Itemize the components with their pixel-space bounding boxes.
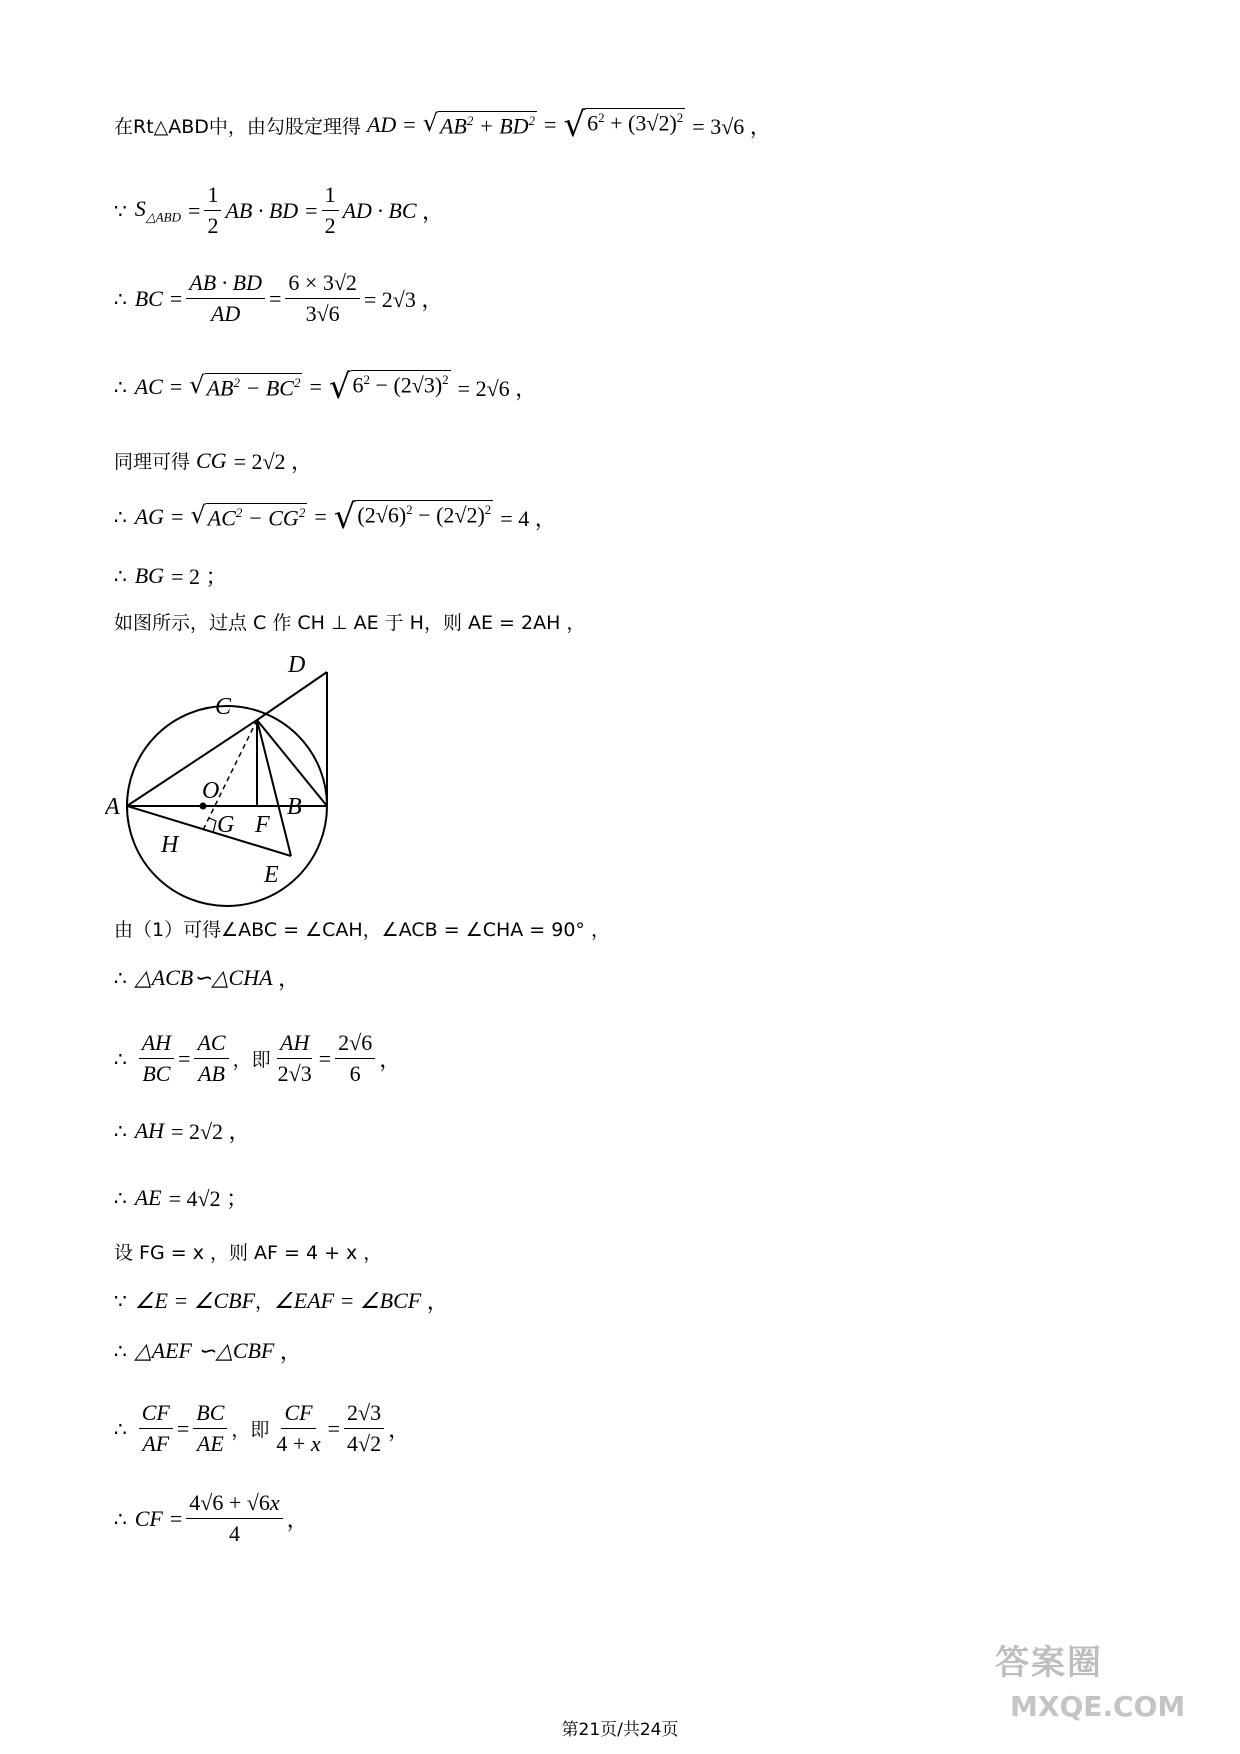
fraction: $\frac{AH}{BC}$ <box>139 1030 174 1087</box>
line-13: ∴ AE = 4√2 ； <box>114 1184 249 1211</box>
label-B: B <box>287 794 302 820</box>
line-6: ∴ AG = √ $AC^2 - CG^2$ = √ $(2√6)^2 - (2√2)^2$ = 4 ， <box>114 497 557 537</box>
page-footer: 第21页/共24页 <box>561 1720 679 1740</box>
label-H: H <box>161 832 179 858</box>
segment-AC <box>127 720 257 806</box>
sqrt: √ $AB^2 + BD^2$ <box>422 108 536 139</box>
segment-CD <box>257 672 327 720</box>
sqrt: √ $AC^2 - CG^2$ <box>190 500 306 531</box>
watermark-url: MXQE.COM <box>1010 1690 1186 1723</box>
line-16: ∴ △AEF ∽△CBF ， <box>114 1337 302 1364</box>
fraction: $\frac{AH}{2√3}$ <box>277 1030 312 1086</box>
line-14-text: 设 FG = x ，则 AF = 4 + x ， <box>114 1242 383 1264</box>
line-1-text: 在Rt△ABD中，由勾股定理得 <box>114 115 361 138</box>
fraction: $\frac{BC}{AE}$ <box>193 1400 227 1457</box>
label-A: A <box>105 794 120 820</box>
line-2: ∵ $S_{\triangle ABD}$ = $\frac{1}{2}$ AB · BD = $\frac{1}{2}$ AD · BC ， <box>114 182 445 238</box>
label-F: F <box>255 812 270 838</box>
line-1: 在Rt△ABD中，由勾股定理得 AD = √ $AB^2 + BD^2$ = √ $6^2 + (3√2)^2$ = 3√6 ， <box>114 105 772 145</box>
fraction: $\frac{CF}{AF}$ <box>139 1400 173 1457</box>
label-D: D <box>288 652 306 678</box>
watermark-logo: 答案圈 <box>995 1643 1103 1683</box>
line-8 <box>114 608 585 635</box>
sqrt: √ $AB^2 - BC^2$ <box>189 370 301 401</box>
label-C: C <box>215 694 232 720</box>
fraction: $\frac{1}{2}$ <box>204 182 221 239</box>
line-18: ∴ CF = $\frac{4√6 + √6x}{4}$ ， <box>114 1490 309 1546</box>
label-E: E <box>264 862 279 888</box>
line-9 <box>114 915 610 942</box>
line-14 <box>114 1238 382 1265</box>
sqrt: √ $6^2 + (3√2)^2$ <box>563 105 684 145</box>
line-11: ∴ $\frac{AH}{BC}$ = $\frac{AC}{AB}$ ，即 $\frac{AH}{2√3}$ = $\frac{2√6}{6}$ ， <box>114 1030 402 1086</box>
line-8-text: 如图所示，过点 C 作 CH ⊥ AE 于 H，则 AE = 2AH ， <box>114 612 586 634</box>
sqrt: √ $(2√6)^2 - (2√2)^2$ <box>333 497 492 537</box>
geometry-figure <box>105 650 365 910</box>
line-15: ∵ ∠E = ∠CBF ， ∠EAF = ∠BCF ， <box>114 1287 449 1314</box>
line-7: ∴ BG = 2 ； <box>114 562 228 589</box>
line-9-text: 由（1）可得∠ABC = ∠CAH，∠ACB = ∠CHA = 90° ， <box>114 919 610 941</box>
label-O: O <box>202 778 220 804</box>
line-5: 同理可得 CG = 2√2 ， <box>114 447 314 474</box>
label-G: G <box>217 812 235 838</box>
fraction: $\frac{CF}{4 + x}$ <box>276 1400 321 1456</box>
fraction: $\frac{4√6 + √6x}{4}$ <box>186 1490 282 1547</box>
math-expr: AD <box>366 112 397 137</box>
line-17: ∴ $\frac{CF}{AF}$ = $\frac{BC}{AE}$ ，即 $\frac{CF}{4 + x}$ = $\frac{2√3}{4√2}$ ， <box>114 1400 411 1456</box>
fraction: $\frac{1}{2}$ <box>322 182 339 239</box>
sqrt: √ $6^2 - (2√3)^2$ <box>328 367 449 407</box>
fraction: $\frac{6 \times 3√2}{3√6}$ <box>285 270 359 327</box>
fraction: $\frac{AC}{AB}$ <box>194 1030 228 1087</box>
fraction: $\frac{AB \cdot BD}{AD}$ <box>186 270 265 327</box>
line-4: ∴ AC = √ $AB^2 - BC^2$ = √ $6^2 - (2√3)^2$ = 2√6 ， <box>114 367 538 407</box>
fraction: $\frac{2√3}{4√2}$ <box>344 1400 384 1457</box>
line-12: ∴ AH = 2√2 ， <box>114 1117 251 1144</box>
fraction: $\frac{2√6}{6}$ <box>335 1030 375 1087</box>
line-5-text: 同理可得 <box>114 451 191 473</box>
line-3: ∴ BC = $\frac{AB \cdot BD}{AD}$ = $\frac{6 \times 3√2}{3√6}$ = 2√3 ， <box>114 270 444 326</box>
line-10: ∴ △ACB∽△CHA ， <box>114 964 301 991</box>
